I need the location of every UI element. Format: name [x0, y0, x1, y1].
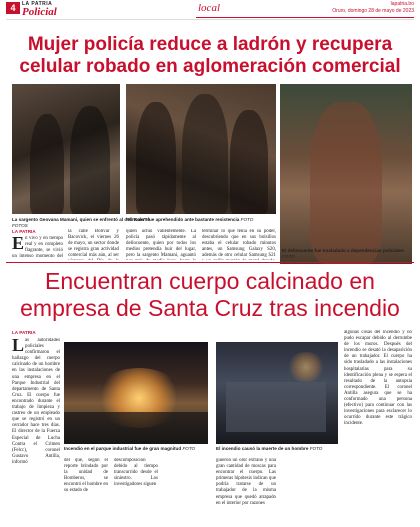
story2-column-3: descomposición debido al tiempo transcurrido desde el siniestro. Los investigadores siguen: [114, 458, 158, 488]
story1-caption-3: El delincuente fue trasladado a dependencias policiales FOTO: [282, 248, 404, 259]
story2-byline: LA PATRIA: [12, 330, 36, 335]
story2-caption-2: El incendio causó la muerte de un hombre FOTO: [216, 446, 323, 451]
story1-column-3: quien actuó valientemente. La policía pasó rápidamente al delincuente, quien por todos los medios pretendía huir del lugar, pero la sargento Mamani, aguantó: [126, 229, 196, 259]
story1-headline: Mujer policía reduce a ladrón y recupera celular robado en aglomeración comercial: [19, 34, 401, 77]
story2-column-1: Las autoridades policiales confirmaron el hallazgo del cuerpo calcinado de un hombre en las instalaciones de una empresa en el Parque Industrial del departamento de Santa Cruz. El cuerpo fue encontrado durante el trabajo de limpieza y rastreo de un empleado que se registró en un cerrador hace tres días. El director de la Fuerza Especial de Lucha Contra el Crimen (Felcc), coronel Gustavo Antilla, informó: [12, 338, 60, 465]
story2-photo-fire: [64, 342, 208, 444]
story1-photo-arrest: [126, 84, 276, 214]
story1-caption-2: "El Rolo" fue aprehendido ante bastante resistencia FOTO: [126, 217, 254, 222]
story-divider: [6, 262, 414, 263]
story2-caption-1: Incendio en el parque industrial fue de gran magnitud FOTO: [64, 446, 196, 451]
story1-column-1: En vivo y en tiempo real y en completo flagrante, se vivió un intenso momento del: [12, 236, 63, 260]
story1-column-4: terminar lo que tenía en su poder, descubriendo que en sus bolsillos estaba el celular robado minutos antes, un Samsung Galaxy S20, además de otro celular Samsung S21: [202, 229, 276, 259]
page-number: 4: [6, 2, 20, 14]
story1-dropcap: E: [12, 236, 25, 253]
story1-column-2: la calle Bolívar y Bacovick, el viernes 26 de mayo, un sector donde se registra gran actividad comercial más aún, al ser: [68, 229, 119, 259]
story2-headline: Encuentran cuerpo calcinado en empresa de Santa Cruz tras incendio: [20, 268, 400, 321]
story2-column-5: algunas cosas del incendio y no pudo escapar debido al derrumbe de los muros. Después del incendio se desató la desaparición de un trabajador. El cuerpo ha sido trasladado a las instalaciones hospitalarias para su identificación plena y se espera el resultado de la autopsia correspondiente. El coronel Antilla asegura que se ha conformado una persona (efectivo) para continuar con las investigaciones para esclarecer lo ocurrido durante este trágico incidente.: [344, 330, 412, 427]
story1-caption-1: La sargento Geovana Mamani, quien se enfrentó al delincuente FOTOS: [12, 217, 150, 228]
dateline: Oruro, domingo 28 de mayo de 2023: [332, 8, 414, 14]
story2-column-2: del que, según el reporte brindado por la unidad de Bomberos, se encontró el hombre en su estado de: [64, 458, 108, 494]
story1-photo-suspect: [280, 84, 412, 264]
masthead-section-title: Policial: [22, 6, 57, 18]
story1-byline: LA PATRIA: [12, 229, 36, 234]
story2-photo-scene: [216, 342, 338, 444]
masthead-label: LA PATRIA: [22, 1, 53, 7]
site-url: lapatria.bo: [390, 1, 414, 7]
story1-photo-officer: [12, 84, 120, 214]
header-rule: [6, 19, 414, 20]
section-divider: [196, 17, 414, 18]
story2-dropcap: L: [12, 338, 25, 355]
section-label: local: [198, 2, 220, 14]
story2-column-4: guieron un olor extraño y una gran cantidad de moscas para encontrar el cuerpo. Las primeras hipótesis indican que podría tratarse de un trabajador de la misma empresa que quedó atrapado en el interior por razones: [216, 458, 276, 506]
